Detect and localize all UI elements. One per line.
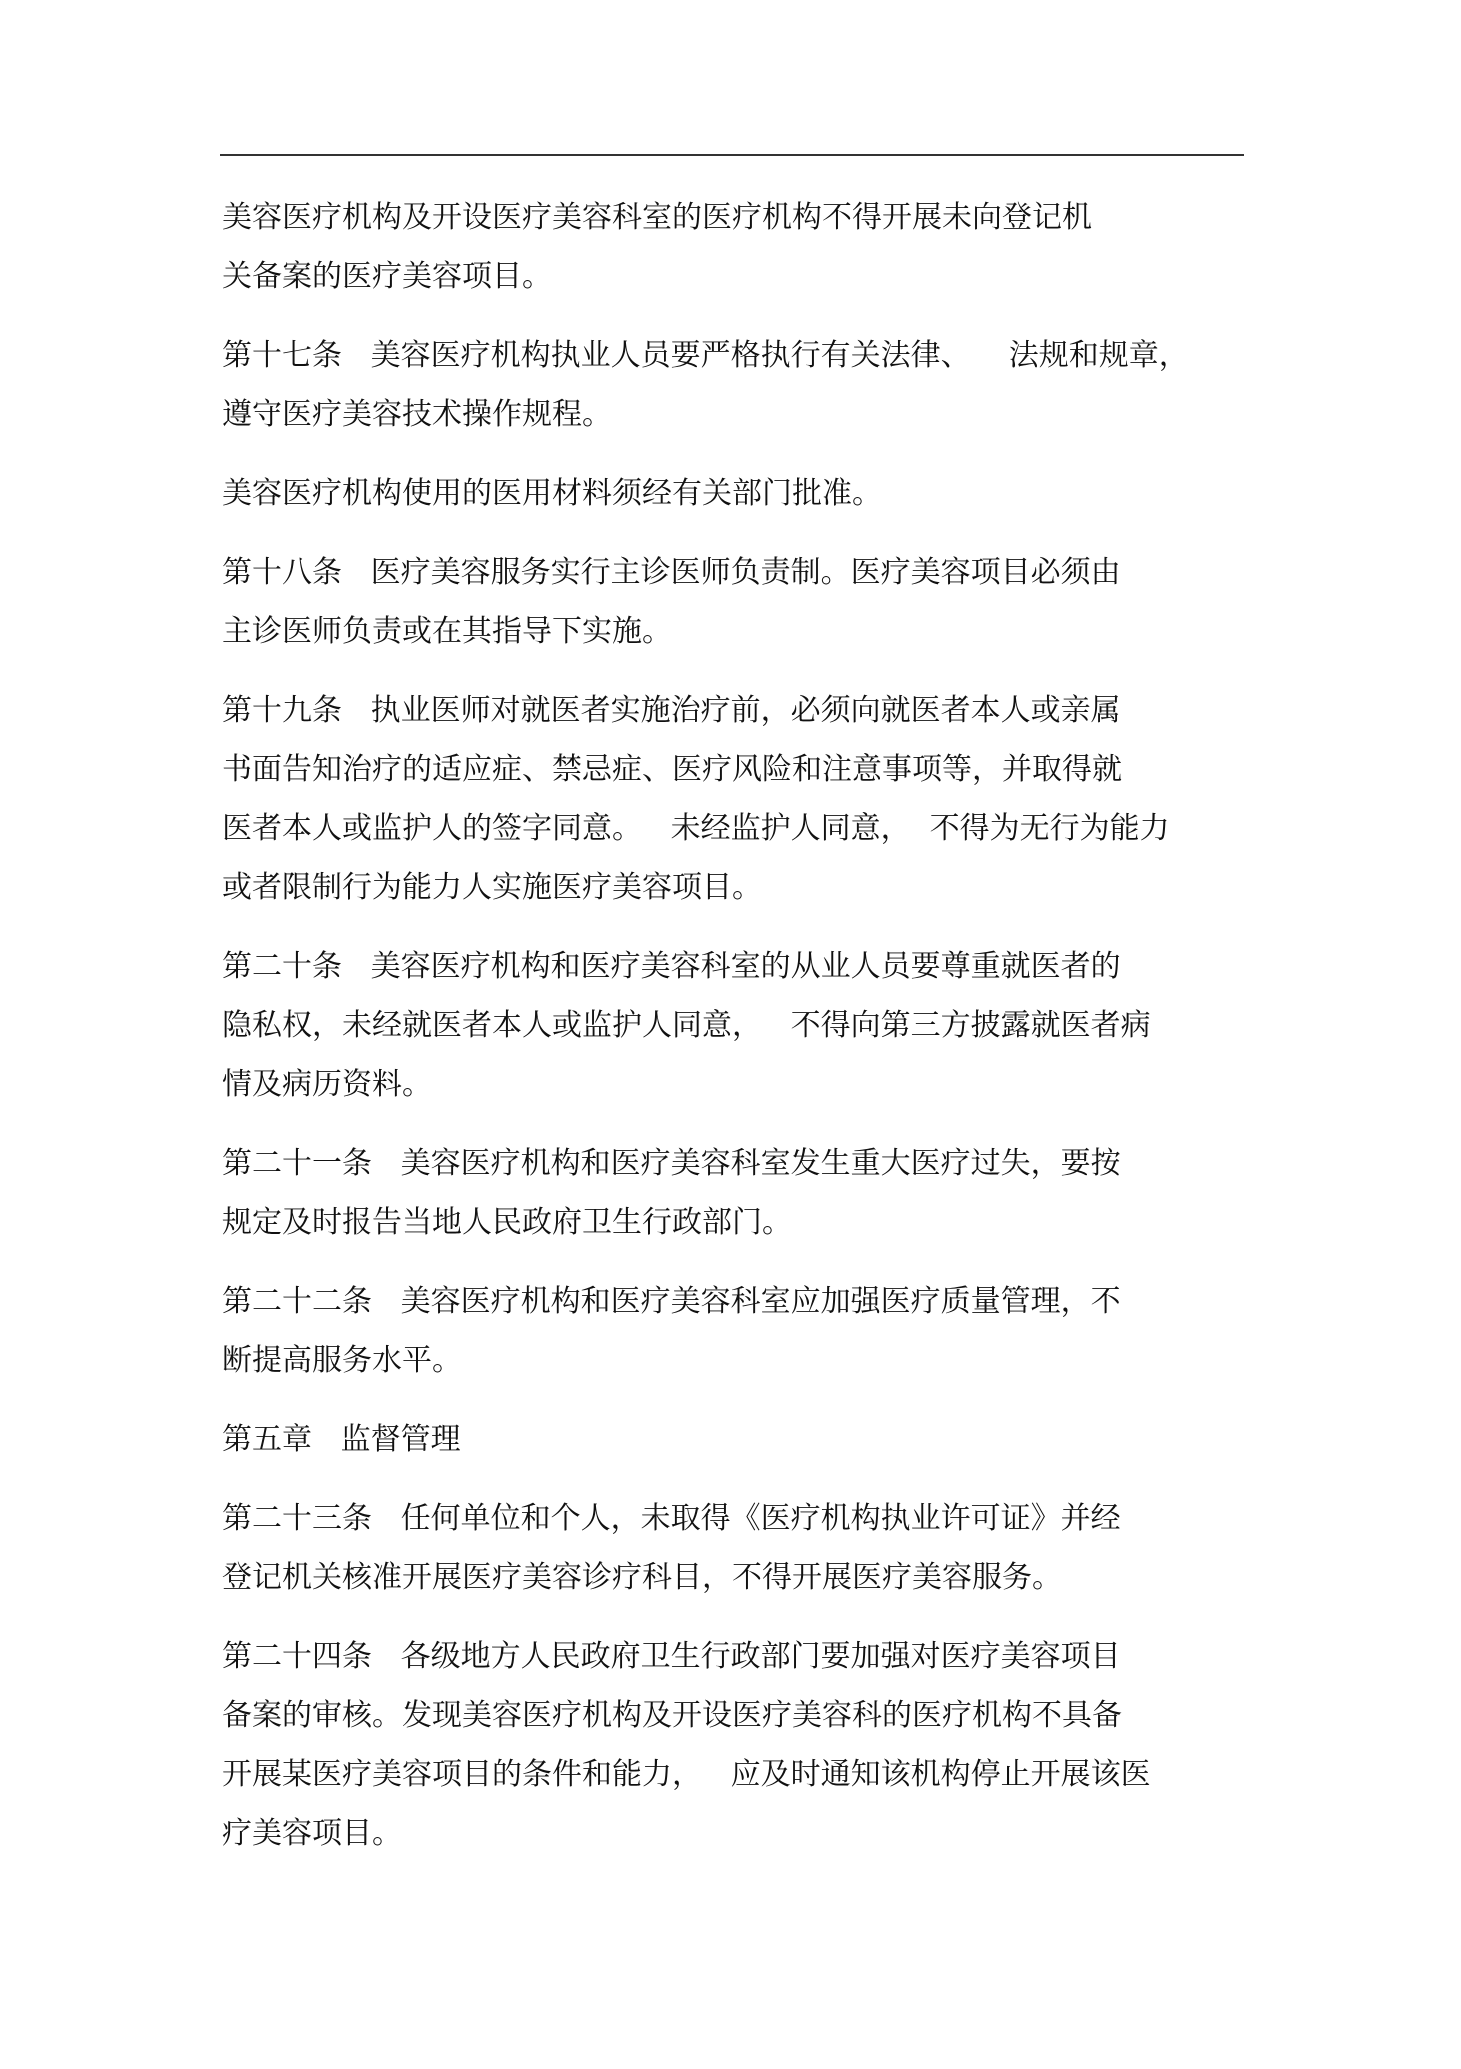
article-19	[222, 681, 1262, 917]
article-24	[222, 1627, 1262, 1863]
text-line: 第十八条 医疗美容服务实行主诊医师负责制。医疗美容项目必须由	[222, 555, 1121, 590]
text-line: 登记机关核准开展医疗美容诊疗科目，不得开展医疗美容服务。	[222, 1560, 1062, 1595]
text-line: 关备案的医疗美容项目。	[222, 259, 552, 294]
text-line: 规定及时报告当地人民政府卫生行政部门。	[222, 1205, 792, 1240]
text-line: 第二十四条 各级地方人民政府卫生行政部门要加强对医疗美容项目	[222, 1639, 1121, 1674]
text-line: 美容医疗机构及开设医疗美容科室的医疗机构不得开展未向登记机	[222, 200, 1092, 235]
text-line: 书面告知治疗的适应症、禁忌症、医疗风险和注意事项等，并取得就	[222, 752, 1122, 787]
text-line: 第二十二条 美容医疗机构和医疗美容科室应加强医疗质量管理，不	[222, 1284, 1121, 1319]
article-21	[222, 1134, 1262, 1252]
text-line: 遵守医疗美容技术操作规程。	[222, 397, 612, 432]
paragraph-medical-materials	[222, 464, 1262, 523]
text-line: 或者限制行为能力人实施医疗美容项目。	[222, 870, 762, 905]
header-rule	[220, 154, 1244, 156]
text-line: 断提高服务水平。	[222, 1343, 462, 1378]
text-line: 情及病历资料。	[222, 1067, 432, 1102]
article-23	[222, 1489, 1262, 1607]
text-line: 疗美容项目。	[222, 1816, 402, 1851]
text-line: 备案的审核。发现美容医疗机构及开设医疗美容科的医疗机构不具备	[222, 1698, 1122, 1733]
document-body	[222, 188, 1262, 1883]
text-line: 第十九条 执业医师对就医者实施治疗前，必须向就医者本人或亲属	[222, 693, 1121, 728]
text-line: 医者本人或监护人的签字同意。 未经监护人同意， 不得为无行为能力	[222, 811, 1170, 846]
article-18	[222, 543, 1262, 661]
chapter-title: 第五章 监督管理	[222, 1422, 461, 1457]
chapter-5-heading	[222, 1410, 1262, 1469]
text-line: 开展某医疗美容项目的条件和能力， 应及时通知该机构停止开展该医	[222, 1757, 1151, 1792]
text-line: 第二十三条 任何单位和个人，未取得《医疗机构执业许可证》并经	[222, 1501, 1121, 1536]
text-line: 第二十条 美容医疗机构和医疗美容科室的从业人员要尊重就医者的	[222, 949, 1121, 984]
article-22	[222, 1272, 1262, 1390]
text-line: 第二十一条 美容医疗机构和医疗美容科室发生重大医疗过失，要按	[222, 1146, 1121, 1181]
text-line: 主诊医师负责或在其指导下实施。	[222, 614, 672, 649]
article-20	[222, 937, 1262, 1114]
article-17	[222, 326, 1262, 444]
paragraph-filing-requirement	[222, 188, 1262, 306]
text-line: 美容医疗机构使用的医用材料须经有关部门批准。	[222, 476, 882, 511]
text-line: 隐私权，未经就医者本人或监护人同意， 不得向第三方披露就医者病	[222, 1008, 1151, 1043]
text-line: 第十七条 美容医疗机构执业人员要严格执行有关法律、 法规和规章，	[222, 338, 1189, 373]
